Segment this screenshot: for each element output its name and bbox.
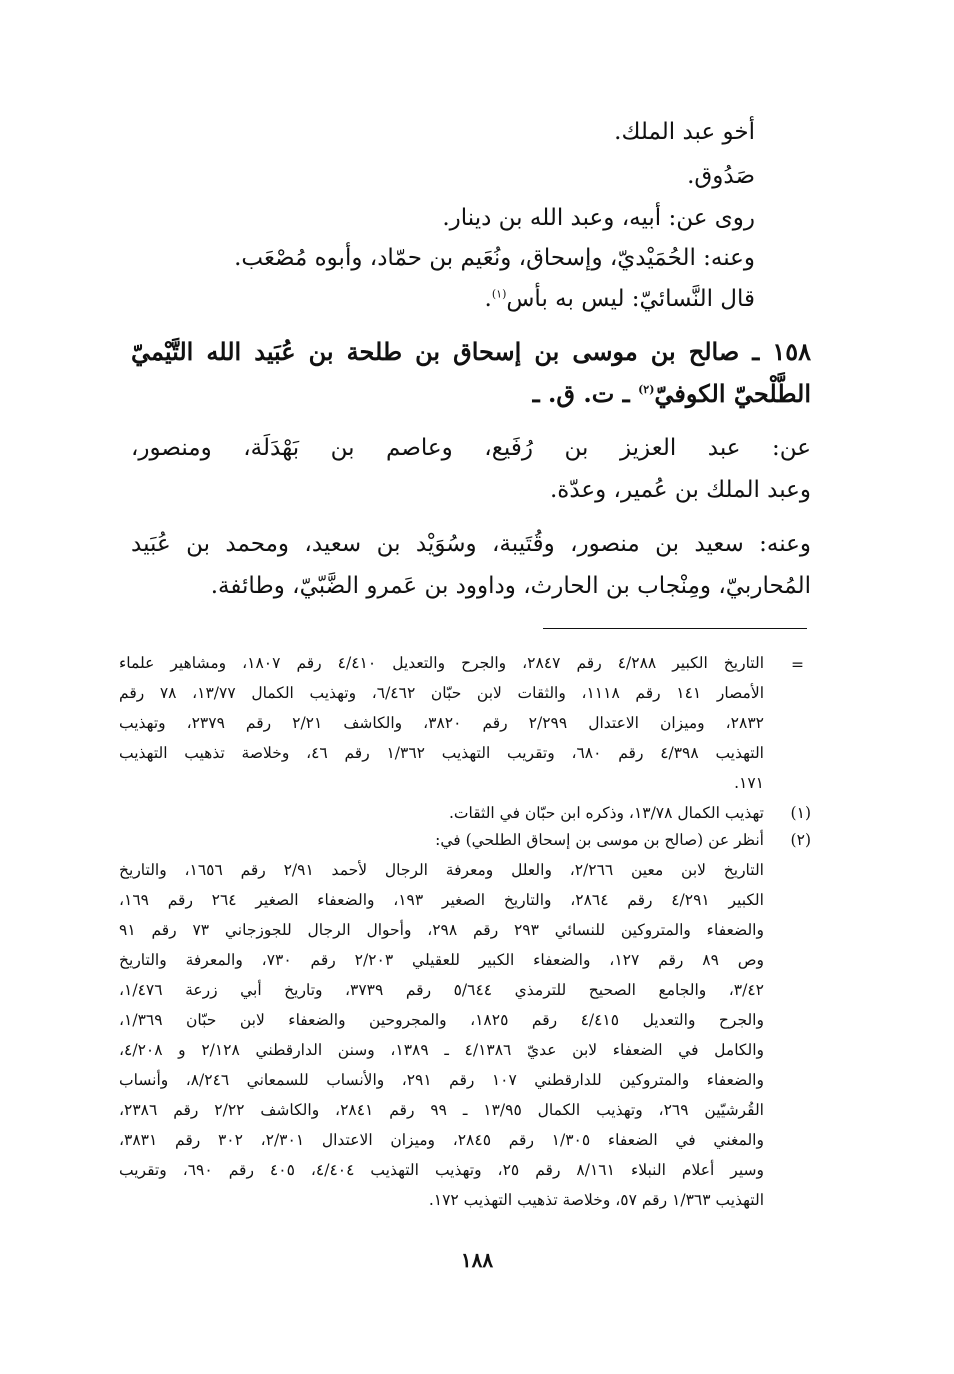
footnote-2-line: والكامل في الضعفاء لابن عديّ ٤/١٣٨٦ ـ ١٣٨٩، وسنن الدارقطني ٢/١٢٨ و ٤/٢٠٨، bbox=[119, 1041, 764, 1059]
entry-heading-sigla: ـ ت. ق. ـ bbox=[532, 379, 639, 408]
continuation-line: التهذيب ٤/٣٩٨ رقم ٦٨٠، وتقريب التهذيب ١/٣٦٢ رقم ٤٦، وخلاصة تذهيب التهذيب bbox=[119, 744, 764, 762]
continuation-marker: = bbox=[791, 656, 804, 674]
footnote-2-line: ٣/٤٢، والجامع الصحيح للترمذي ٥/٦٤٤ رقم ٣٧٣٩، وتاريخ أبي زرعة ١/٤٧٦، bbox=[119, 981, 764, 999]
continuation-line: ١٧١. bbox=[734, 774, 764, 792]
continuation-line: التاريخ الكبير ٤/٢٨٨ رقم ٢٨٤٧، والجرح والتعديل ٤/٤١٠ رقم ١٨٠٧، ومشاهير علماء bbox=[119, 654, 764, 672]
continuation-line: الأمصار ١٤١ رقم ١١١٨، والثقات لابن حبّان ٦/٤٦٢، وتهذيب الكمال ١٣/٧٧، ٧٨ رقم bbox=[119, 684, 764, 702]
entry-students-line-2: المُحاربيّ، ومِنْجاب بن الحارث، وداوود بن عَمرو الضَّبّيّ، وطائفة. bbox=[210, 573, 811, 599]
footnote-2-line: وص ٨٩ رقم ١٢٧، والضعفاء الكبير للعقيلي ٢/٢٠٣ رقم ٧٣٠، والمعرفة والتاريخ bbox=[119, 951, 764, 969]
footnote-divider bbox=[543, 628, 807, 629]
continuation-line: ٢٨٣٢، وميزان الاعتدال ٢/٢٩٩ رقم ٣٨٢٠، والكاشف ٢/٢١ رقم ٢٣٧٩، وتهذيب bbox=[119, 714, 764, 732]
footnote-2-line: التهذيب ١/٣٦٣ رقم ٥٧، وخلاصة تذهيب التهذيب ١٧٢. bbox=[428, 1191, 764, 1209]
footnote-1-marker: (١) bbox=[790, 804, 811, 822]
previous-entry-line-2: صَدُوق. bbox=[687, 163, 755, 189]
footnote-2-line: القُرشيّين ٢٦٩، وتهذيب الكمال ١٣/٩٥ ـ ٩٩ رقم ٢٨٤١، والكاشف ٢/٢٢ رقم ٢٣٨٦، bbox=[119, 1101, 764, 1119]
entry-heading-line-1: ١٥٨ ـ صالح بن موسى بن إسحاق بن طلحة بن عُبَيد الله التَّيْميّ bbox=[131, 337, 811, 366]
entry-students-line-1: وعنه: سعيد بن منصور، وقُتَيبة، وسُوَيْد بن سعيد، ومحمد بن عُبَيد bbox=[131, 531, 811, 557]
entry-from-line-2: وعبد الملك بن عُمير، وعدّة. bbox=[549, 477, 811, 503]
previous-entry-period: . bbox=[484, 286, 492, 312]
page-number: ١٨٨ bbox=[460, 1248, 494, 1272]
footnote-2-line: والجرح والتعديل ٤/٤١٥ رقم ١٨٢٥، والمجروحين والضعفاء لابن حبّان ١/٣٦٩، bbox=[119, 1011, 764, 1029]
previous-entry-line-5 bbox=[485, 288, 755, 311]
footnote-2-intro: أنظر عن (صالح بن موسى بن إسحاق الطلحي) في: bbox=[435, 831, 764, 849]
entry-from-line-1: عن: عبد العزيز بن رُفَيع، وعاصم بن بَهْدَلَة، ومنصور، bbox=[131, 435, 811, 461]
footnote-2-line: وسير أعلام النبلاء ٨/١٦١ رقم ٢٥، وتهذيب التهذيب ٤/٤٠٤، ٤٠٥ رقم ٦٩٠، وتقريب bbox=[119, 1161, 764, 1179]
entry-heading-name-end: الطَّلْحيّ الكوفيّ bbox=[654, 379, 811, 408]
footnote-2-line: والضعفاء والمتروكين للدارقطني ١٠٧ رقم ٢٩١، والأنساب للسمعاني ٨/٢٤٦، وأنساب bbox=[119, 1071, 764, 1089]
footnote-ref-1: (١) bbox=[491, 287, 507, 301]
footnote-2-line: التاريخ لابن معين ٢/٢٦٦، والعلل ومعرفة الرجال لأحمد ٢/٩١ رقم ١٦٥٦، والتاريخ bbox=[119, 861, 764, 879]
entry-heading-line-2 bbox=[131, 379, 811, 408]
footnote-2-marker: (٢) bbox=[790, 831, 811, 849]
footnote-2-line: والمغني في الضعفاء ١/٣٠٥ رقم ٢٨٤٥، وميزان الاعتدال ٢/٣٠١، ٣٠٢ رقم ٣٨٣١، bbox=[119, 1131, 764, 1149]
previous-entry-nasai-text: قال النَّسائيّ: ليس به بأس bbox=[506, 286, 755, 312]
previous-entry-line-3: روى عن: أبيه، وعبد الله بن دينار. bbox=[442, 205, 755, 231]
footnote-ref-2: (٢) bbox=[638, 383, 655, 396]
previous-entry-line-4: وعنه: الحُمَيْديّ، وإسحاق، ونُعَيم بن حمّاد، وأبوه مُصْعَب. bbox=[234, 245, 755, 271]
footnote-2-line: الكبير ٤/٢٩١ رقم ٢٨٦٤، والتاريخ الصغير ١٩٣، والضعفاء الصغير ٢٦٤ رقم ١٦٩، bbox=[119, 891, 764, 909]
previous-entry-line-1: أخو عبد الملك. bbox=[614, 119, 755, 145]
footnote-1-text: تهذيب الكمال ١٣/٧٨، وذكره ابن حبّان في الثقات. bbox=[448, 804, 764, 822]
footnote-2-line: والضعفاء والمتروكين للنسائي ٢٩٣ رقم ٢٩٨، وأحوال الرجال للجوزجاني ٧٣ رقم ٩١ bbox=[119, 921, 764, 939]
